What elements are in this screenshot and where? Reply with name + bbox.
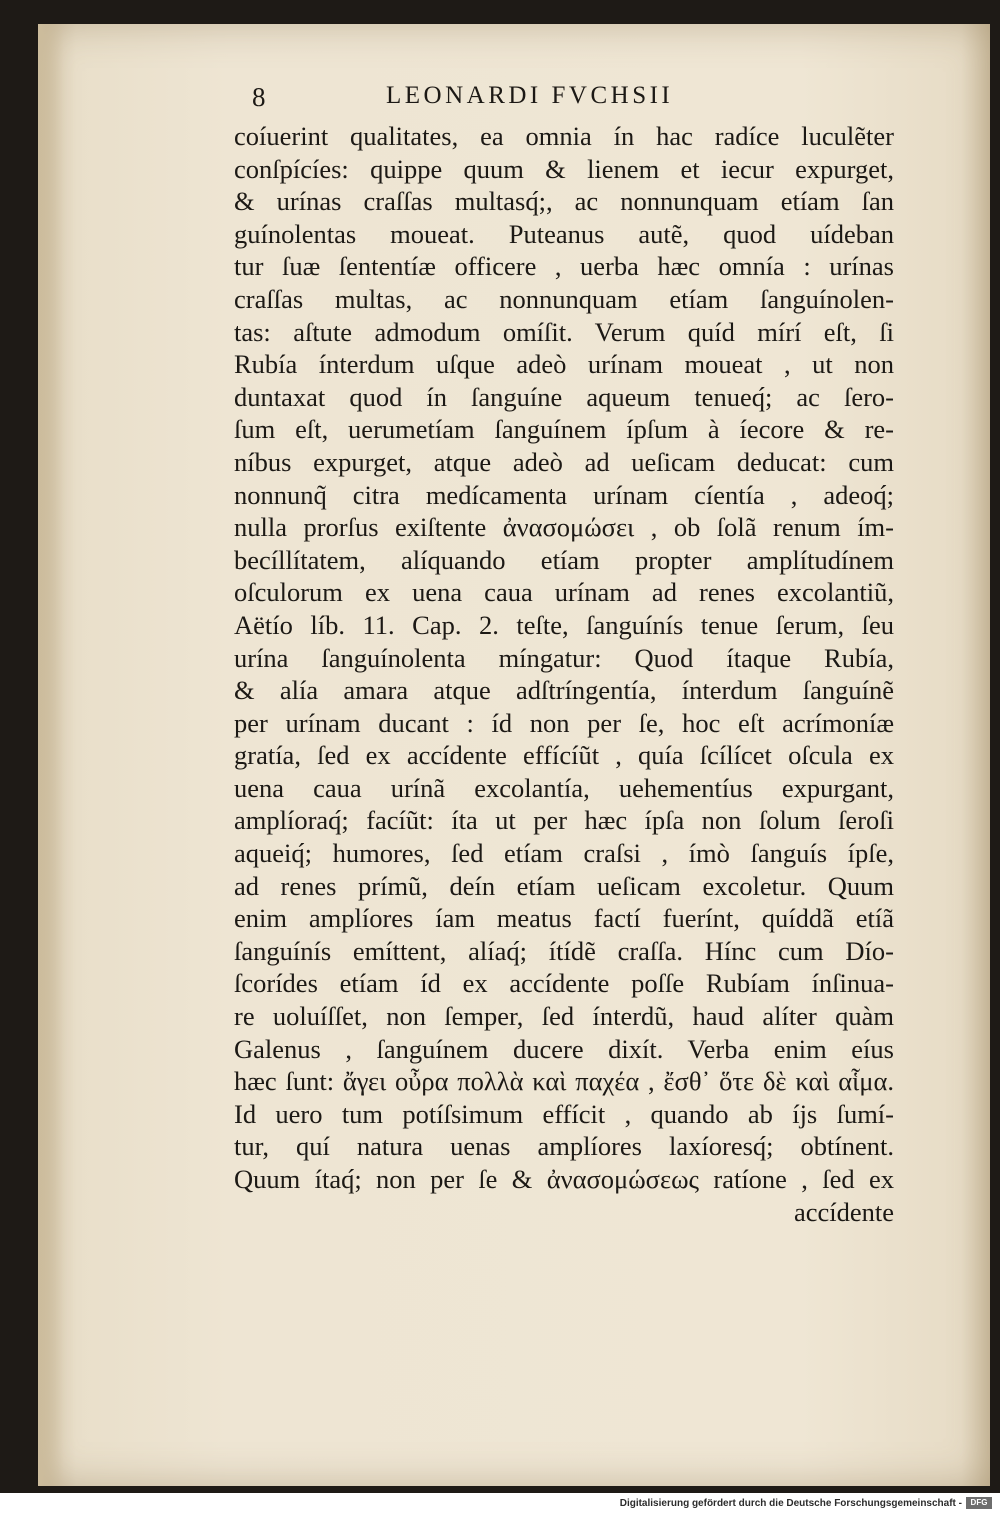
text-line: uena caua urínã excolantía, uehementíus expurgant, xyxy=(234,772,894,803)
text-line: ad renes prímũ, deín etíam ueſicam excoletur. Quum xyxy=(234,870,894,901)
text-line: guínolentas moueat. Puteanus autẽ, quod uídeban xyxy=(234,218,894,249)
text-line: hæc ſunt: ἄγει οὖρα πολλὰ καὶ παχέα , ἔσθ᾽ ὅτε δὲ καὶ αἷμα. xyxy=(234,1066,894,1097)
text-line: craſſas multas, ac nonnunquam etíam ſanguínolen- xyxy=(234,283,894,314)
dfg-logo-icon: DFG xyxy=(966,1497,992,1509)
text-line: tur, quí natura uenas amplíores laxíoresq́; obtínent. xyxy=(234,1131,894,1162)
body-text xyxy=(234,120,894,1228)
text-line: re uoluíſſet, non ſemper, ſed ínterdũ, haud alíter quàm xyxy=(234,1001,894,1032)
text-line: Rubía ínterdum uſque adeò urínam moueat , ut non xyxy=(234,349,894,380)
text-line: Id uero tum potíſsimum effícit , quando ab íjs ſumí- xyxy=(234,1098,894,1129)
text-line: conſpícíes: quippe quum & lienem et iecur expurget, xyxy=(234,153,894,184)
running-head xyxy=(252,78,772,118)
text-line: Galenus , ſanguínem ducere dixít. Verba enim eíus xyxy=(234,1033,894,1064)
text-line: coíuerint qualitates, ea omnia ín hac radíce luculẽter xyxy=(234,121,894,151)
text-line: oſculorum ex uena caua urínam ad renes excolantiũ, xyxy=(234,577,894,608)
text-line: tas: aſtute admodum omíſit. Verum quíd mírí eſt, ſi xyxy=(234,316,894,347)
text-line: ſcorídes etíam íd ex accídente poſſe Rubíam ínſinua- xyxy=(234,968,894,999)
text-line: urína ſanguínolenta míngatur: Quod ítaque Rubía, xyxy=(234,642,894,673)
text-line: ſum eſt, uerumetíam ſanguínem ípſum à íecore & re- xyxy=(234,414,894,445)
text-line: accídente xyxy=(793,1196,894,1227)
text-line: duntaxat quod ín ſanguíne aqueum tenueq́; ac ſero- xyxy=(234,381,894,412)
footer-bar xyxy=(0,1493,1000,1515)
text-line: enim amplíores íam meatus factí fuerínt, quíddã etíã xyxy=(234,903,894,934)
text-line: Aëtío líb. 11. Cap. 2. teſte, ſanguínís tenue ſerum, ſeu xyxy=(234,609,894,640)
text-line: & urínas craſſas multasq́;, ac nonnunquam etíam ſan xyxy=(234,186,894,217)
text-line: nonnunq̃ citra medícamenta urínam cíentía , adeoq́; xyxy=(234,479,894,510)
text-line: gratía, ſed ex accídente effícíũt , quía ſcílícet oſcula ex xyxy=(234,740,894,771)
text-line: ſanguínís emíttent, alíaq́; ítídẽ craſſa. Hínc cum Dío- xyxy=(234,935,894,966)
page-number: 8 xyxy=(252,82,266,112)
text-line: becíllítatem, alíquando etíam propter amplítudínem xyxy=(234,544,894,575)
text-line: amplíoraq́; facíũt: íta ut per hæc ípſa non ſolum ſeroſi xyxy=(234,805,894,836)
text-line: & alía amara atque adſtríngentía, ínterdum ſanguínẽ xyxy=(234,675,894,706)
text-line: aqueiq́; humores, ſed etíam craſsi , ímò ſanguís ípſe, xyxy=(234,838,894,869)
text-line: nulla prorſus exiſtente ἀνασομώσει , ob ſolã renum ím- xyxy=(234,512,894,543)
funding-credit: Digitalisierung gefördert durch die Deutsche Forschungsgemeinschaft - xyxy=(619,1498,962,1509)
text-line: tur ſuæ ſententíæ officere , uerba hæc omnía : urínas xyxy=(234,251,894,282)
text-line: Quum ítaq́; non per ſe & ἀνασομώσεως ratíone , ſed ex xyxy=(234,1164,894,1194)
text-line: níbus expurget, atque adeò ad ueſicam deducat: cum xyxy=(234,446,894,477)
text-line: per urínam ducant : íd non per ſe, hoc eſt acrímoníæ xyxy=(234,707,894,738)
author-heading: LEONARDI FVCHSII xyxy=(386,82,674,109)
